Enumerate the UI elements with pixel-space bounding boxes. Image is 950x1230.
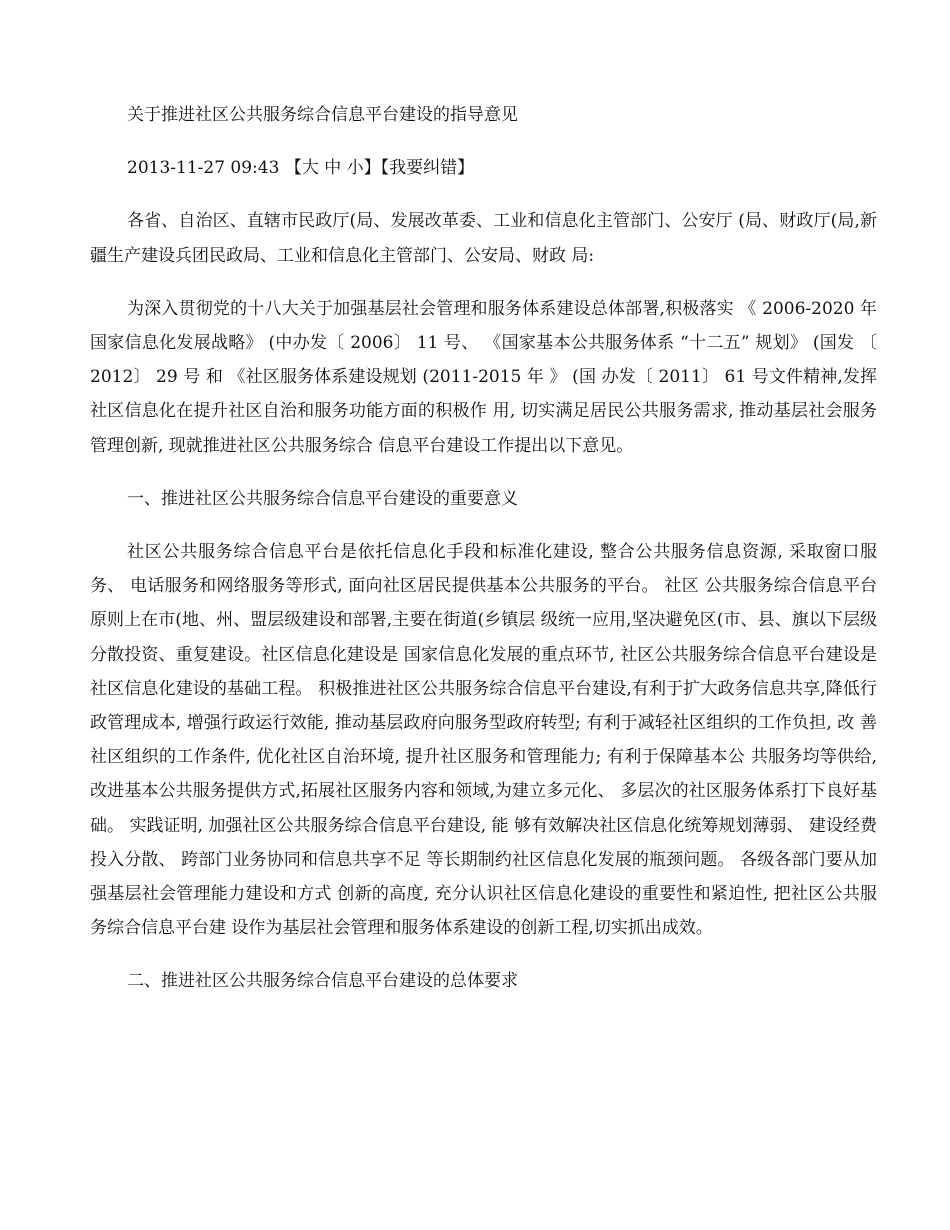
- document-title: 关于推进社区公共服务综合信息平台建设的指导意见: [127, 105, 518, 125]
- section-2-heading: 二、推进社区公共服务综合信息平台建设的总体要求: [127, 971, 518, 992]
- document-body: [90, 98, 877, 999]
- addressee-paragraph: 各省、自治区、直辖市民政厅(局、发展改革委、工业和信息化主管部门、公安厅 (局、财政厅(局,新疆生产建设兵团民政局、工业和信息化主管部门、公安局、财政 局:: [90, 211, 877, 266]
- section-1-heading: 一、推进社区公共服务综合信息平台建设的重要意义: [127, 488, 518, 509]
- document-meta: 2013-11-27 09:43 【大 中 小】【我要纠错】: [127, 158, 475, 179]
- section-1-paragraph: 社区公共服务综合信息平台是依托信息化手段和标准化建设, 整合公共服务信息资源, 采取窗口服务、 电话服务和网络服务等形式, 面向社区居民提供基本公共服务的平台。 社区 公共服务综合信息平台原则上在市(地、州、盟层级建设和部署,主要在街道(乡镇层 级统一应用,坚决避免区(市、县、旗以下层级分散投资、重复建设。社区信息化建设是 国家信息化发展的重点环节, 社区公共服务综合信息平台建设是社区信息化建设的基础工程。 积极推进社区公共服务综合信息平台建设,有利于扩大政务信息共享,降低行政管理成本, 增强行政运行效能, 推动基层政府向服务型政府转型; 有利于减轻社区组织的工作负担, 改 善社区组织的工作条件, 优化社区自治环境, 提升社区服务和管理能力; 有利于保障基本公 共服务均等供给,改进基本公共服务提供方式,拓展社区服务内容和领域,为建立多元化、 多层次的社区服务体系打下良好基础。 实践证明, 加强社区公共服务综合信息平台建设, 能 够有效解决社区信息化统筹规划薄弱、 建设经费投入分散、 跨部门业务协同和信息共享不足 等长期制约社区信息化发展的瓶颈问题。 各级各部门要从加强基层社会管理能力建设和方式 创新的高度, 充分认识社区信息化建设的重要性和紧迫性, 把社区公共服务综合信息平台建 设作为基层社会管理和服务体系建设的创新工程,切实抓出成效。: [90, 542, 877, 939]
- intro-paragraph: 为深入贯彻党的十八大关于加强基层社会管理和服务体系建设总体部署,积极落实 《 2006-2020 年国家信息化发展战略》 (中办发〔 2006〕 11 号、 《国家基本公共服务体系 “十二五” 规划》 (国发 〔 2012〕 29 号 和 《社区服务体系建设规划 (2011-2015 年 》 (国 办发〔 2011〕 61 号文件精神,发挥社区信息化在提升社区自治和服务功能方面的积极作 用, 切实满足居民公共服务需求, 推动基层社会服务管理创新, 现就推进社区公共服务综合 信息平台建设工作提出以下意见。: [90, 298, 877, 456]
